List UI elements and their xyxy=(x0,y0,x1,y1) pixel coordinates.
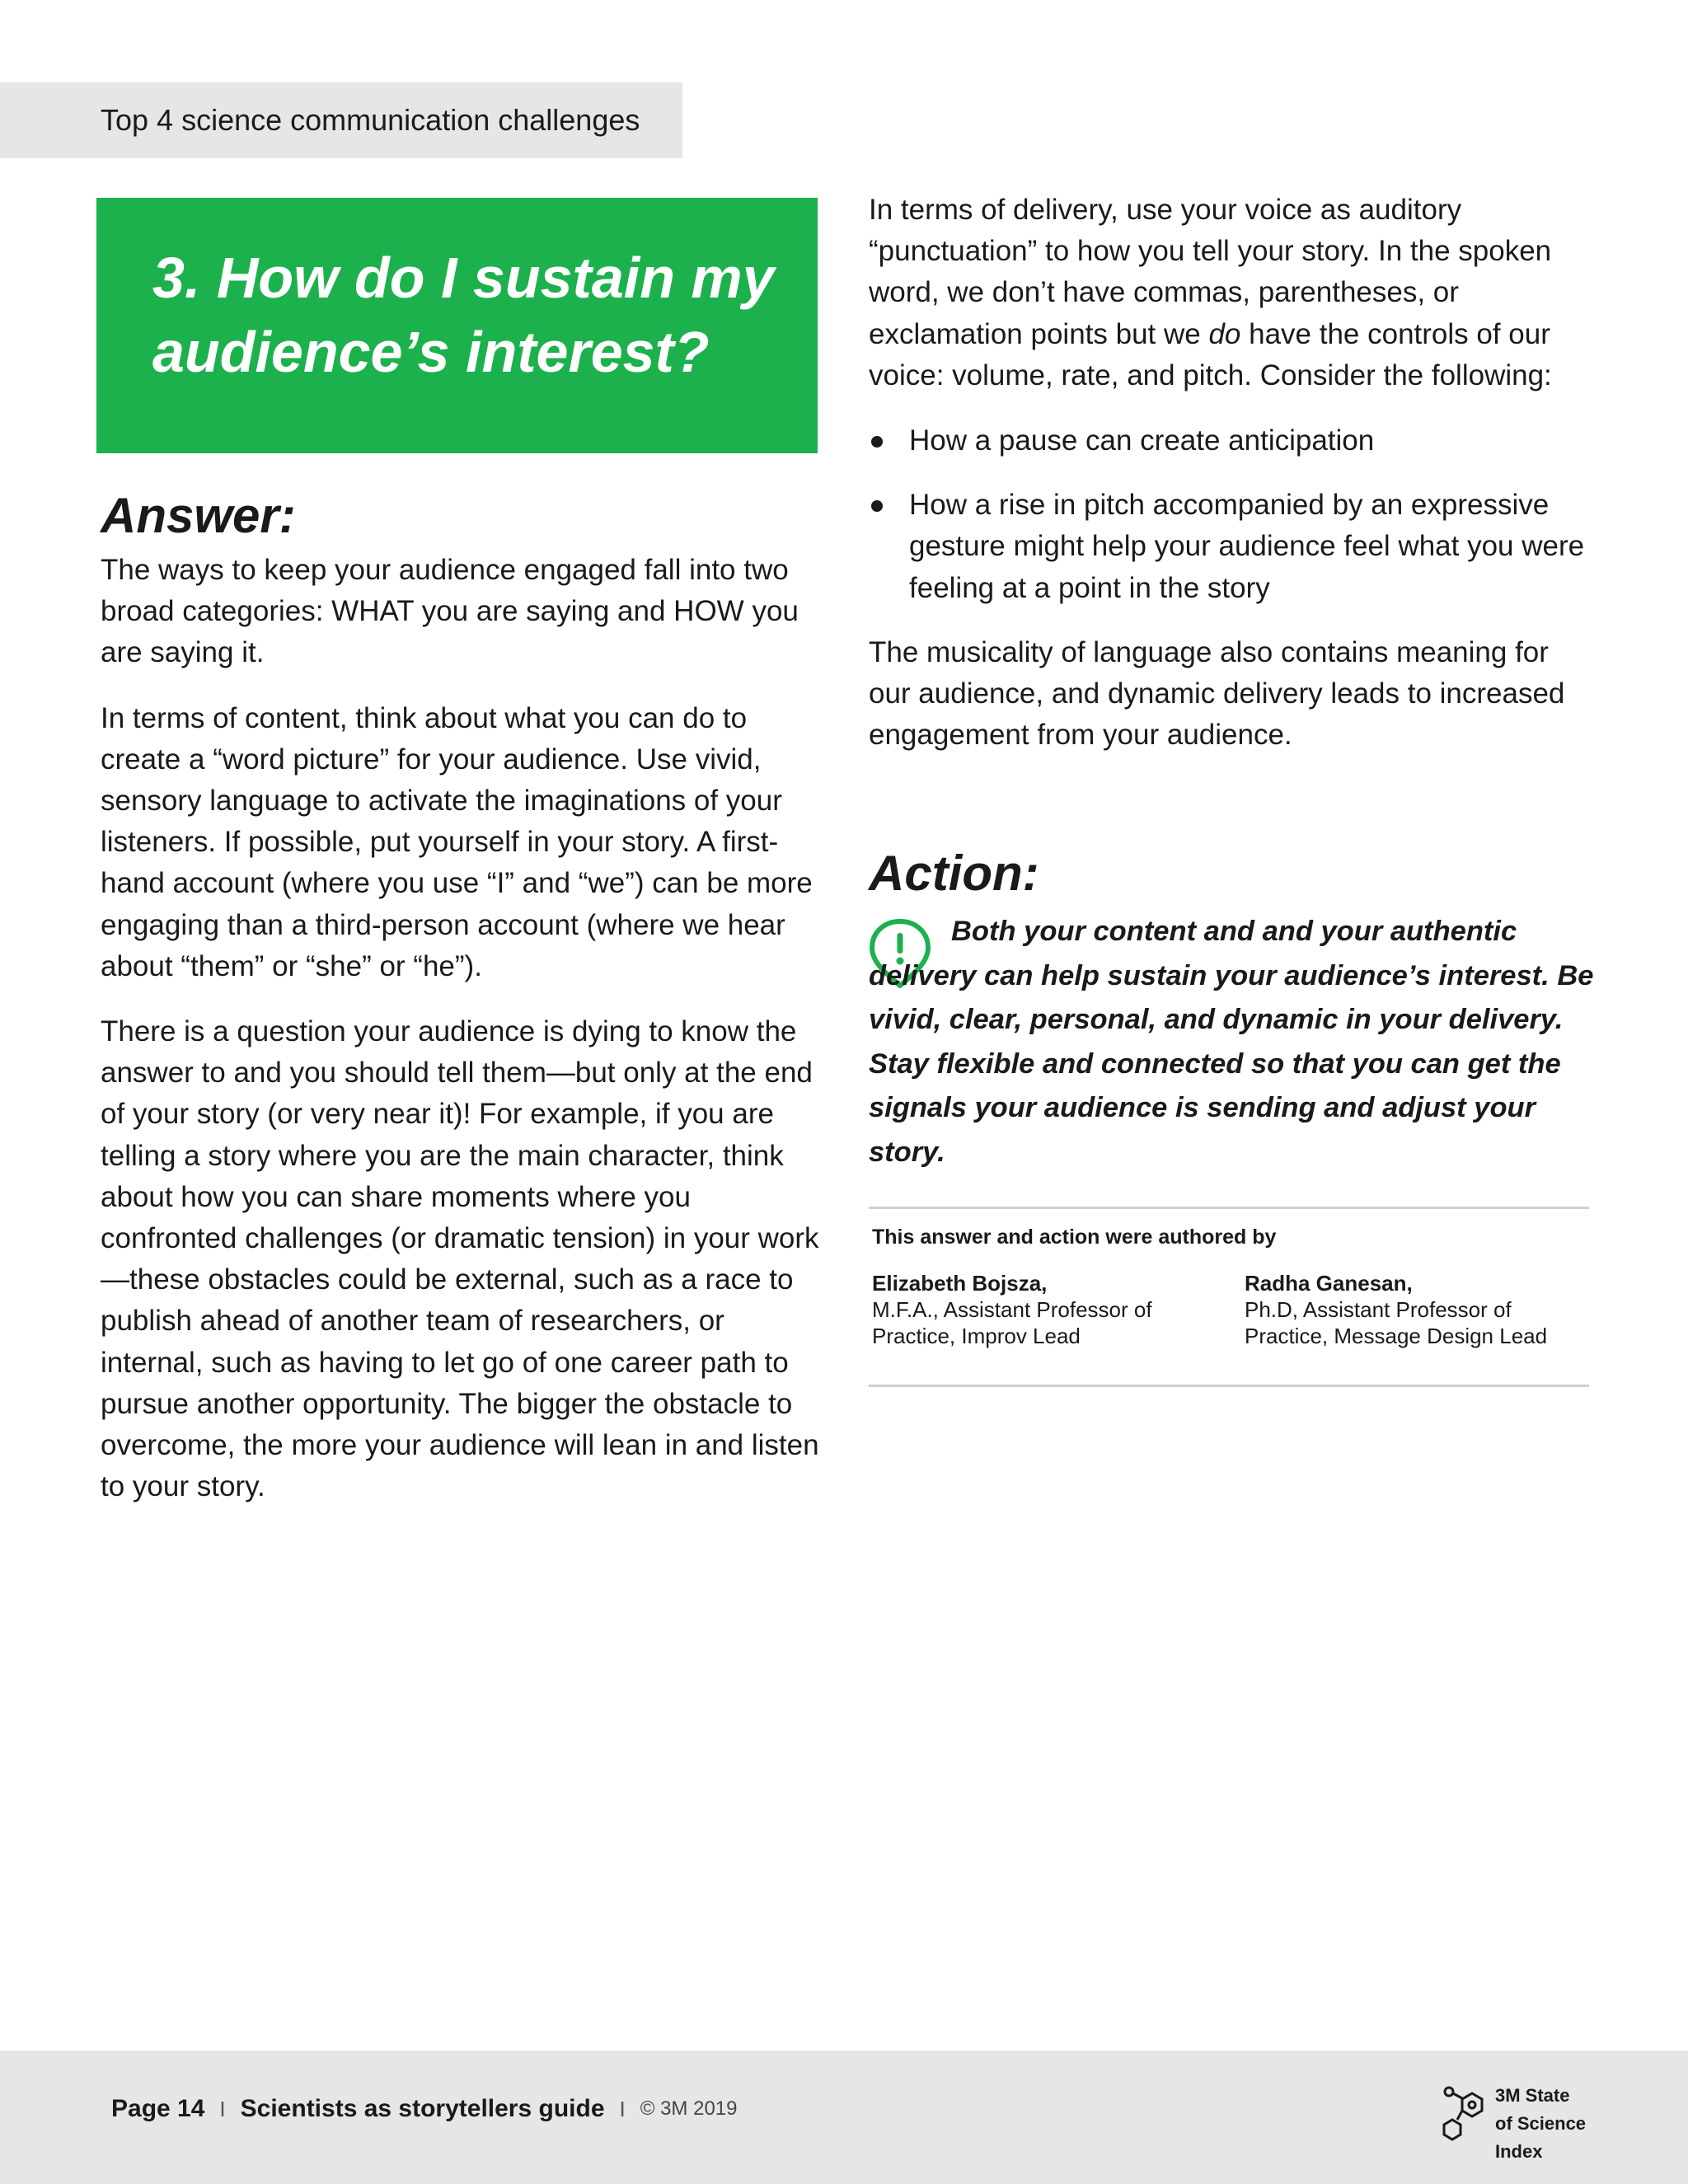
guide-title: Scientists as storytellers guide xyxy=(240,2095,605,2122)
section-header-label: Top 4 science communication challenges xyxy=(101,103,640,137)
divider xyxy=(869,1207,1589,1209)
brand-name: 3M State of Science Index xyxy=(1495,2085,1587,2162)
question-banner xyxy=(96,198,818,453)
author-title: Ph.D, Assistant Professor of xyxy=(1245,1297,1512,1322)
divider xyxy=(869,1385,1589,1387)
authored-by-label: This answer and action were authored by xyxy=(872,1226,1277,1249)
list-item: How a pause can create anticipation xyxy=(869,420,1594,462)
author-title: M.F.A., Assistant Professor of xyxy=(872,1297,1152,1322)
delivery-column xyxy=(869,190,1594,780)
section-header-tab xyxy=(0,82,682,158)
delivery-intro: In terms of delivery, use your voice as auditory “punctuation” to how you tell your story. In the spoken word, we don’t have commas, parentheses, or exclamation points but we do have the controls of our voice: volume, rate, and pitch. Consider the following: xyxy=(869,194,1552,391)
answer-paragraph: In terms of content, think about what you can do to create a “word picture” for your audience. Use vivid, sensory language to activate the imaginations of your listeners. If possible, put yourself in your story. A first-hand account (where you use “I” and “we”) can be more engaging than a third-person account (where we hear about “them” or “she” or “he”). xyxy=(101,701,813,982)
page-number: Page 14 xyxy=(111,2095,205,2122)
answer-column xyxy=(101,550,826,1531)
author-card xyxy=(872,1270,1218,1349)
footer-separator: I xyxy=(619,2096,626,2121)
answer-paragraph: There is a question your audience is dying to know the answer to and you should tell them—but only at the end of your story (or very near it)! For example, if you are telling a story where you are the main character, think about how you can share moments where you confronted challenges (or dramatic tension) in your work—these obstacles could be external, such as a race to publish ahead of another team of researchers, or internal, such as having to let go of one career path to pursue another opportunity. The bigger the obstacle to overcome, the more your audience will lean in and listen to your story. xyxy=(101,1015,819,1503)
footer-info xyxy=(111,2095,737,2123)
bullet-dot-icon xyxy=(871,436,883,448)
answer-paragraph: The ways to keep your audience engaged fall into two broad categories: WHAT you are saying and HOW you are saying it. xyxy=(101,554,799,669)
footer-separator: I xyxy=(219,2096,226,2121)
delivery-bullet-list xyxy=(869,420,1594,609)
action-text: Both your content and and your authentic delivery can help sustain your audience’s interest. Be vivid, clear, personal, and dynamic in your delivery. Stay flexible and connected so that you can get the signals your audience is sending and adjust your story. xyxy=(869,916,1594,1168)
author-role: Practice, Improv Lead xyxy=(872,1324,1081,1348)
answer-heading: Answer: xyxy=(101,488,296,543)
copyright: © 3M 2019 xyxy=(640,2097,738,2120)
author-card xyxy=(1245,1270,1591,1349)
action-heading: Action: xyxy=(869,846,1039,901)
delivery-closing: The musicality of language also contains meaning for our audience, and dynamic delivery leads to increased engagement from your audience. xyxy=(869,635,1565,752)
author-name: Elizabeth Bojsza, xyxy=(872,1271,1048,1296)
molecule-logo-icon xyxy=(1437,2080,1495,2146)
bullet-dot-icon xyxy=(871,500,883,512)
author-name: Radha Ganesan, xyxy=(1245,1271,1413,1296)
list-item: How a rise in pitch accompanied by an expressive gesture might help your audience feel what you were feeling at a point in the story xyxy=(869,485,1594,609)
question-title: 3. How do I sustain my audience’s interest? xyxy=(152,246,775,384)
author-role: Practice, Message Design Lead xyxy=(1245,1324,1548,1348)
